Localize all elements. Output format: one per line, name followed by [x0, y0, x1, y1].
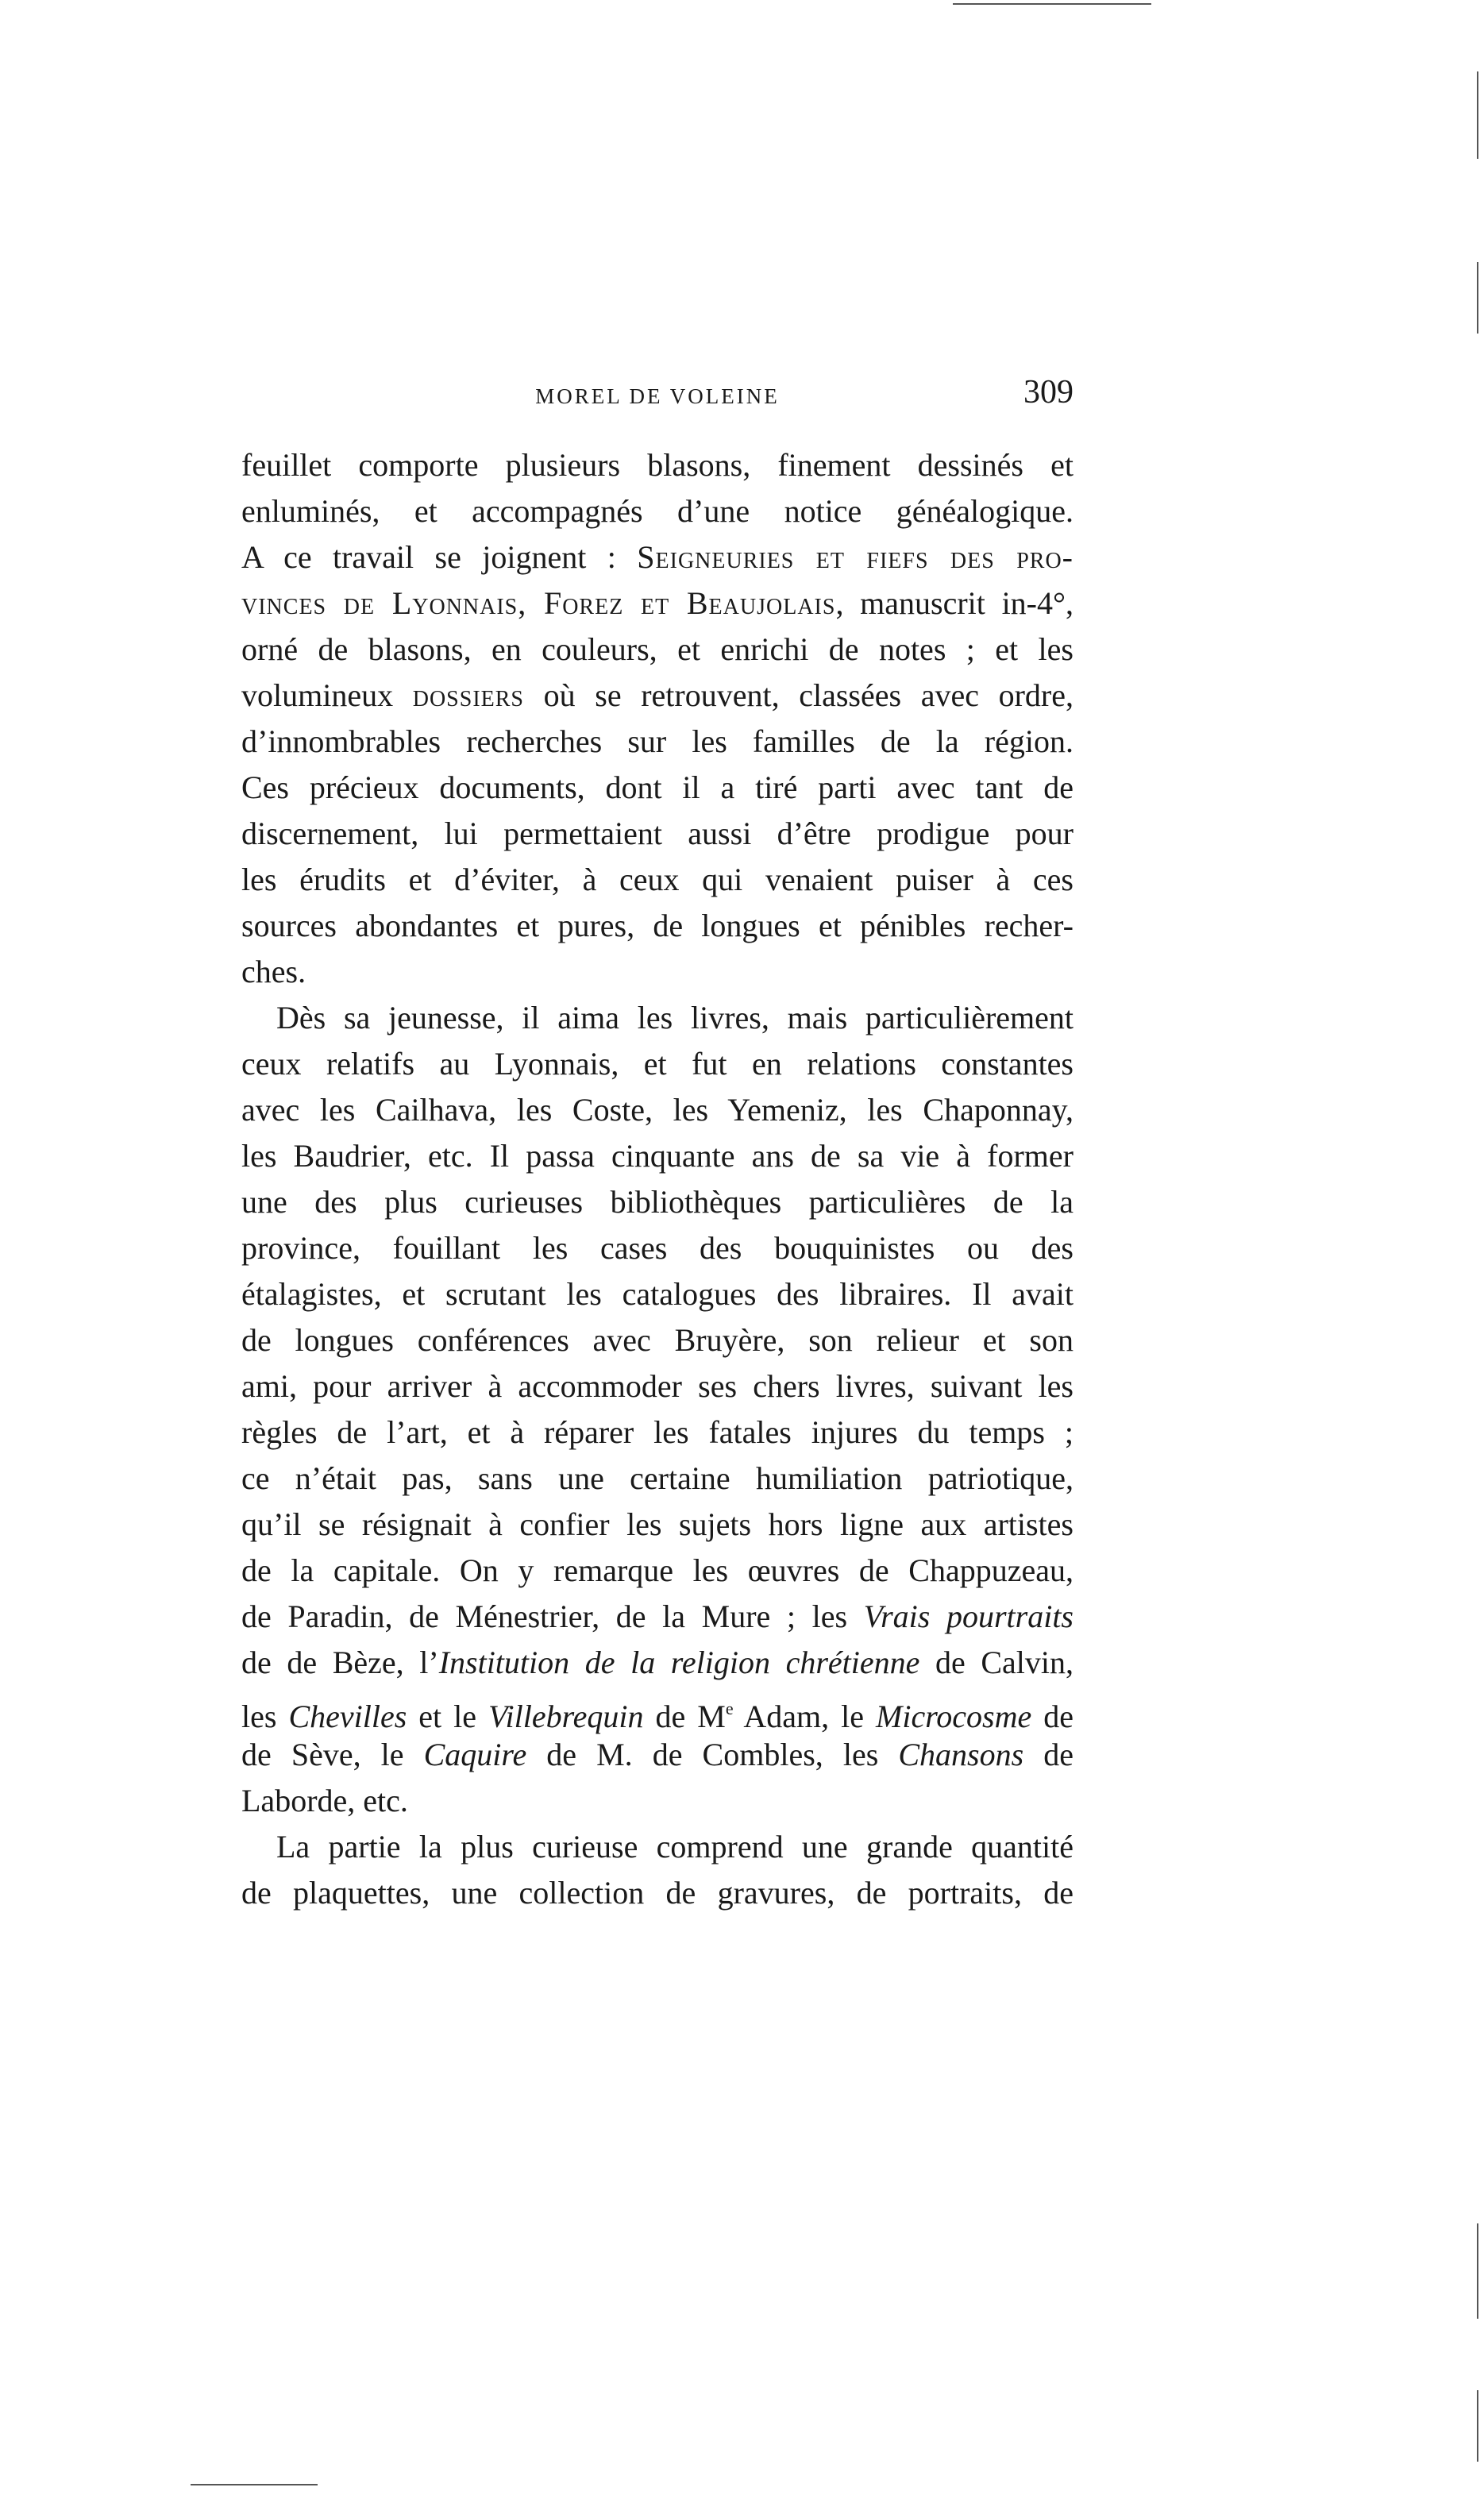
bottom-edge-rule [191, 2484, 318, 2485]
text-line [241, 1229, 1073, 1267]
text-line [241, 1045, 1073, 1083]
margin-rule [1477, 262, 1478, 334]
text-line [241, 769, 1073, 807]
text-segment: , manuscrit in-4°, [835, 585, 1073, 621]
text-line [241, 723, 1073, 761]
text-segment: ami, pour arriver à accommoder ses chers livres, suivant les [241, 1368, 1073, 1404]
text-segment: ceux relatifs au Lyonnais, et fut en relations constantes [241, 1046, 1073, 1082]
text-segment: de M [643, 1699, 726, 1734]
text-line [241, 1321, 1073, 1359]
italic-title: Microcosme [876, 1699, 1032, 1734]
text-segment: règles de l’art, et à réparer les fatales injures du temps ; [241, 1414, 1073, 1450]
text-line [241, 815, 1073, 853]
text-segment: de M. de Combles, les [526, 1737, 899, 1772]
text-line [241, 1367, 1073, 1406]
text-segment: étalagistes, et scrutant les catalogues des libraires. Il avait [241, 1276, 1073, 1312]
text-segment: qu’il se résignait à confier les sujets hors ligne aux artistes [241, 1506, 1073, 1542]
text-segment: enluminés, et accompagnés d’une notice généalogique. [241, 493, 1073, 529]
text-line [241, 1091, 1073, 1129]
text-segment: de la capitale. On y remarque les œuvres de Chappuzeau, [241, 1552, 1073, 1588]
text-line [241, 1782, 1073, 1820]
text-segment: les Baudrier, etc. Il passa cinquante ans de sa vie à former [241, 1138, 1073, 1174]
small-caps-text: dossiers [412, 677, 524, 713]
text-segment: La partie la plus curieuse comprend une grande quantité [276, 1829, 1073, 1865]
text-line [241, 1460, 1073, 1498]
small-caps-text: vinces de Lyonnais, Forez et Beaujolais [241, 585, 836, 621]
text-segment: où se retrouvent, classées avec ordre, [524, 677, 1073, 713]
text-line [241, 1506, 1073, 1544]
text-line [241, 1598, 1073, 1636]
text-segment: ce n’était pas, sans une certaine humiliation patriotique, [241, 1460, 1073, 1496]
text-line [241, 1644, 1073, 1682]
top-edge-rule [953, 3, 1151, 5]
text-line [241, 1183, 1073, 1221]
text-segment: province, fouillant les cases des bouquinistes ou des [241, 1230, 1073, 1266]
italic-title: Chansons [898, 1737, 1024, 1772]
text-segment: les [241, 1699, 289, 1734]
text-segment: sources abondantes et pures, de longues et pénibles recher- [241, 908, 1073, 943]
text-line [241, 1413, 1073, 1452]
text-segment: Adam, le [733, 1699, 877, 1734]
text-segment: ches. [241, 954, 306, 989]
text-line [241, 1690, 1073, 1736]
text-line [241, 953, 1073, 991]
text-segment: de [1023, 1737, 1073, 1772]
text-segment: de Paradin, de Ménestrier, de la Mure ; les [241, 1598, 864, 1634]
text-segment: de longues conférences avec Bruyère, son relieur et son [241, 1322, 1073, 1358]
margin-rule [1477, 2223, 1478, 2319]
text-segment: feuillet comporte plusieurs blasons, finement dessinés et [241, 447, 1073, 483]
text-segment: de Sève, le [241, 1737, 424, 1772]
text-segment: les érudits et d’éviter, à ceux qui venaient puiser à ces [241, 862, 1073, 897]
italic-title: Vrais pourtraits [863, 1598, 1073, 1634]
text-line [241, 907, 1073, 945]
text-line [241, 630, 1073, 669]
italic-title: Chevilles [288, 1699, 407, 1734]
text-segment: discernement, lui permettaient aussi d’être prodigue pour [241, 816, 1073, 851]
running-header: MOREL DE VOLEINE [535, 384, 780, 408]
text-line [241, 446, 1073, 484]
text-segment: Ces précieux documents, dont il a tiré parti avec tant de [241, 769, 1073, 805]
page-number: 309 [1023, 374, 1073, 411]
text-line [241, 492, 1073, 530]
text-segment: et le [407, 1699, 489, 1734]
italic-title: Villebrequin [488, 1699, 644, 1734]
text-segment: Laborde, etc. [241, 1783, 408, 1818]
text-line [241, 1828, 1073, 1866]
text-line [241, 584, 1073, 623]
text-line [241, 1874, 1073, 1912]
text-segment: avec les Cailhava, les Coste, les Yemeniz, les Chaponnay, [241, 1092, 1073, 1128]
superscript: e [725, 1699, 734, 1718]
margin-rule [1477, 2390, 1478, 2462]
text-segment: orné de blasons, en couleurs, et enrichi de notes ; et les [241, 631, 1073, 667]
text-segment: de Calvin, [919, 1645, 1073, 1680]
text-segment: une des plus curieuses bibliothèques particulières de la [241, 1184, 1073, 1220]
margin-rule [1477, 71, 1478, 159]
text-segment: de de Bèze, l’ [241, 1645, 439, 1680]
text-line [241, 677, 1073, 715]
text-segment: de [1031, 1699, 1073, 1734]
text-segment: volumineux [241, 677, 413, 713]
text-segment: A ce travail se joignent : [241, 539, 638, 575]
text-line [241, 1275, 1073, 1313]
text-line [241, 1137, 1073, 1175]
italic-title: Caquire [423, 1737, 527, 1772]
text-segment: de plaquettes, une collection de gravures, de portraits, de [241, 1875, 1073, 1911]
text-line [241, 999, 1073, 1037]
text-line [241, 538, 1073, 577]
text-segment: Dès sa jeunesse, il aima les livres, mais particulièrement [276, 1000, 1073, 1035]
text-line [241, 1736, 1073, 1774]
text-segment: d’innombrables recherches sur les familles de la région. [241, 723, 1073, 759]
small-caps-text: Seigneuries et fiefs des pro- [637, 539, 1073, 575]
text-line [241, 1552, 1073, 1590]
text-line [241, 861, 1073, 899]
italic-title: Institution de la religion chrétienne [438, 1645, 920, 1680]
